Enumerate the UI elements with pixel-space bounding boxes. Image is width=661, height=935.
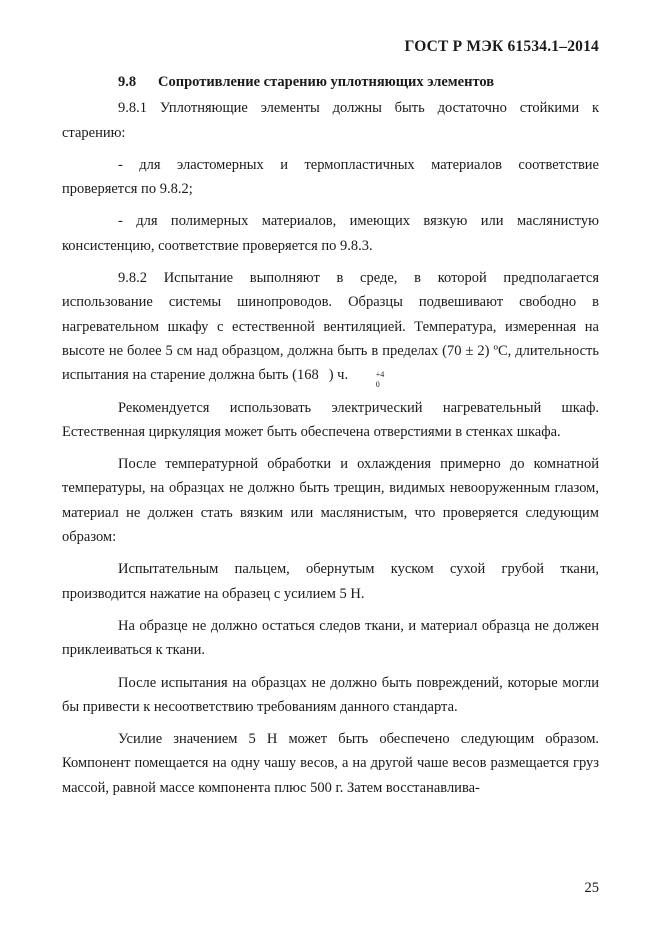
document-header: ГОСТ Р МЭК 61534.1–2014 xyxy=(404,38,599,55)
page-body xyxy=(62,70,599,800)
tolerance-upper: +4 xyxy=(375,370,385,380)
paragraph-polymer: - для полимерных материалов, имеющих вязкую или маслянистую консистенцию, соответствие проверяется по 9.8.3. xyxy=(62,213,599,254)
paragraph-force: Усилие значением 5 Н может быть обеспечено следующим образом. Компонент помещается на одну чашу весов, а на другой чаше весов размещается груз массой, равной массе компонента плюс 500 г. Затем восстанавлива- xyxy=(62,731,599,796)
section-title: Сопротивление старению уплотняющих элементов xyxy=(158,74,495,90)
tolerance-lower: 0 xyxy=(375,380,380,390)
paragraph-no-damage: После испытания на образцах не должно быть повреждений, которые могли бы привести к несоответствию требованиям данного стандарта. xyxy=(62,674,599,715)
section-number: 9.8 xyxy=(118,74,137,90)
paragraph-9-8-2-text: 9.8.2 Испытание выполняют в среде, в которой предполагается использование системы шинопроводов. Образцы подвешивают свободно в нагревательном шкафу с естественной вентиляцией. Температура, измеренная на высоте не более 5 см над образцом, должна быть в пределах (70 ± 2) ºC, длительность испытания на старение должна быть (168 xyxy=(62,270,599,384)
paragraph-9-8-2-end: ) ч. xyxy=(328,367,349,384)
paragraph-test-finger: Испытательным пальцем, обернутым куском сухой грубой ткани, производится нажатие на образец с усилием 5 Н. xyxy=(62,561,599,602)
paragraph-9-8-1: 9.8.1 Уплотняющие элементы должны быть достаточно стойкими к старению: xyxy=(62,100,599,141)
section-heading xyxy=(62,70,599,94)
paragraph-elastomer: - для эластомерных и термопластичных материалов соответствие проверяется по 9.8.2; xyxy=(62,156,599,198)
paragraph-no-traces: На образце не должно остаться следов ткани, и материал образца не должен приклеиваться к ткани. xyxy=(62,617,599,659)
paragraph-recommendation: Рекомендуется использовать электрический нагревательный шкаф. Естественная циркуляция может быть обеспечена отверстиями в стенках шкафа. xyxy=(62,399,599,440)
paragraph-after-treatment: После температурной обработки и охлаждения примерно до комнатной температуры, на образцах не должно быть трещин, видимых невооруженным глазом, материал не должен стать вязким или маслянистым, что проверяется следующим образом: xyxy=(62,456,599,546)
page-number: 25 xyxy=(584,880,599,896)
paragraph-9-8-2 xyxy=(62,266,599,390)
